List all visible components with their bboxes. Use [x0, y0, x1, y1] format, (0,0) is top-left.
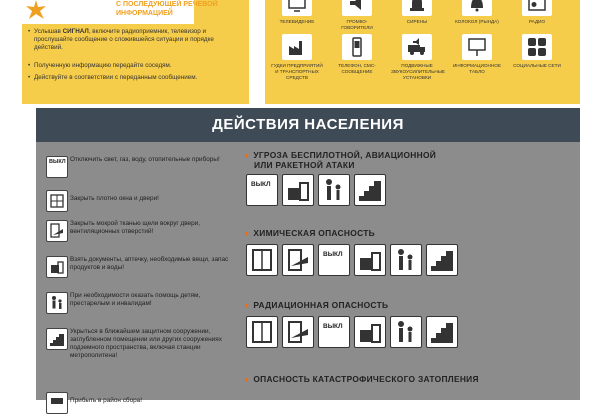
signal-header-text: С ПОСЛЕДУЮЩЕЙ РЕЧЕВОЙ ИНФОРМАЦИЕЙ — [116, 1, 218, 17]
notif-item-info-board: ИНФОРМАЦИОННОЕ ТАБЛО — [451, 34, 503, 75]
actions-title-band — [36, 108, 580, 142]
threat-title: ● УГРОЗА БЕСПИЛОТНОЙ, АВИАЦИОННОЙ ИЛИ РАКЕТНОЙ АТАКИ — [244, 150, 437, 170]
supplies-icon — [286, 178, 310, 202]
alert-star-icon — [26, 0, 46, 20]
shelter-stairs-icon — [430, 248, 454, 272]
shelter-stairs-icon — [430, 320, 454, 344]
help-people-icon — [394, 248, 418, 272]
tile-power-off: ВЫКЛ — [318, 244, 350, 276]
tile-supplies — [354, 316, 386, 348]
tile-help-people — [390, 244, 422, 276]
info-board-icon — [467, 37, 487, 57]
help-people-icon — [394, 320, 418, 344]
notif-item-factory-horns: ГУДКИ ПРЕДПРИЯТИЙ И ТРАНСПОРТНЫХ СРЕДСТВ — [271, 34, 323, 81]
radio-icon — [527, 0, 547, 13]
notif-item-tv: ТЕЛЕВИДЕНИЕ — [271, 0, 323, 25]
signal-bullet-2: • Полученную информацию передайте соседям. — [28, 62, 172, 69]
loudspeaker-truck-icon — [407, 37, 427, 57]
window-icon — [250, 320, 274, 344]
help-people-icon — [49, 295, 65, 311]
tile-window — [246, 316, 278, 348]
phone-icon — [347, 37, 367, 57]
tile-shelter — [426, 316, 458, 348]
wet-cloth-icon — [286, 320, 310, 344]
assembly-point-icon — [49, 395, 65, 411]
wet-cloth-icon — [286, 248, 310, 272]
supplies-icon — [49, 259, 65, 275]
notif-item-mobile-units: ПОДВИЖНЫЕ ЗВУКОУСИЛИТЕЛЬНЫЕ УСТАНОВКИ — [391, 34, 443, 81]
signal-bullet-3: • Действуйте в соответствии с переданным сообщением. — [28, 74, 198, 81]
notification-means-panel — [265, 0, 580, 104]
shelter-stairs-icon — [49, 331, 65, 347]
supplies-icon — [358, 248, 382, 272]
notif-item-sirens: СИРЕНЫ — [391, 0, 443, 25]
shelter-stairs-icon — [358, 178, 382, 202]
tile-power-off: ВЫКЛ — [246, 174, 278, 206]
actions-title: ДЕЙСТВИЯ НАСЕЛЕНИЯ — [212, 116, 404, 133]
notif-item-phone-sms: ТЕЛЕФОН, СМС-СООБЩЕНИЕ — [331, 34, 383, 75]
signal-panel — [22, 0, 249, 104]
tile-help-people — [318, 174, 350, 206]
siren-icon — [407, 0, 427, 13]
window-icon — [250, 248, 274, 272]
threat-title: ● ОПАСНОСТЬ КАТАСТРОФИЧЕСКОГО ЗАТОПЛЕНИЯ — [244, 374, 479, 384]
tile-shelter — [426, 244, 458, 276]
supplies-icon — [358, 320, 382, 344]
tile-power-off: ВЫКЛ — [318, 316, 350, 348]
notif-item-radio: РАДИО — [511, 0, 563, 25]
power-off-icon: ВЫКЛ — [46, 156, 68, 178]
tile-supplies — [282, 174, 314, 206]
tile-wet-cloth — [282, 316, 314, 348]
tile-help-people — [390, 316, 422, 348]
notif-item-loudspeakers: ГРОМКО-ГОВОРИТЕЛИ — [331, 0, 383, 31]
bell-icon — [467, 0, 487, 13]
actions-section: ДЕЙСТВИЯ НАСЕЛЕНИЯ ВЫКЛ Отключить свет, газ, воду, отопительные приборы! Закрыть плотно окна и двери! Закрыть мокрой тканью щели вокруг двери, вентиляционных отверстий! Взять документы, аптечку, необходимые вещи, запас продуктов и воды! При необходимости оказать помощь детям, престарелым и инвалидам! Укрыться в ближайшем защитном сооружении, заглубленном помещении или других сооружениях подземного пространства, включая станции метрополитена! Прибыть в район сбора! ● УГРОЗА БЕСПИЛОТНОЙ, АВИАЦИОННОЙ ИЛИ РАКЕТНОЙ АТАКИ ВЫКЛ ● ХИМИЧЕСКАЯ ОПАСНОСТЬ ВЫКЛ ● РАДИАЦИОННАЯ ОПАСНОСТЬ ВЫКЛ ● ОПАСНОСТЬ КАТАСТРОФИЧЕСКОГО ЗАТОПЛЕНИЯ — [36, 108, 580, 400]
tile-supplies — [354, 244, 386, 276]
wet-cloth-icon — [49, 223, 65, 239]
notification-section — [0, 0, 600, 108]
social-networks-icon — [527, 37, 547, 57]
threat-title: ● РАДИАЦИОННАЯ ОПАСНОСТЬ — [244, 300, 389, 310]
tile-shelter — [354, 174, 386, 206]
tile-wet-cloth — [282, 244, 314, 276]
window-icon — [49, 193, 65, 209]
factory-icon — [287, 37, 307, 57]
notif-item-bell: КОЛОКОЛ (РЫНДА) — [451, 0, 503, 25]
notif-item-social: СОЦИАЛЬНЫЕ СЕТИ — [511, 34, 563, 69]
signal-bullet-1: • Услышав СИГНАЛ, включите радиоприемник, телевизор и прослушайте сообщение о сложившейся ситуации и порядке действий. — [28, 28, 214, 51]
help-people-icon — [322, 178, 346, 202]
loudspeaker-icon — [347, 0, 367, 13]
tile-window — [246, 244, 278, 276]
signal-header — [22, 0, 218, 24]
tv-icon — [287, 0, 307, 13]
threat-title: ● ХИМИЧЕСКАЯ ОПАСНОСТЬ — [244, 228, 375, 238]
